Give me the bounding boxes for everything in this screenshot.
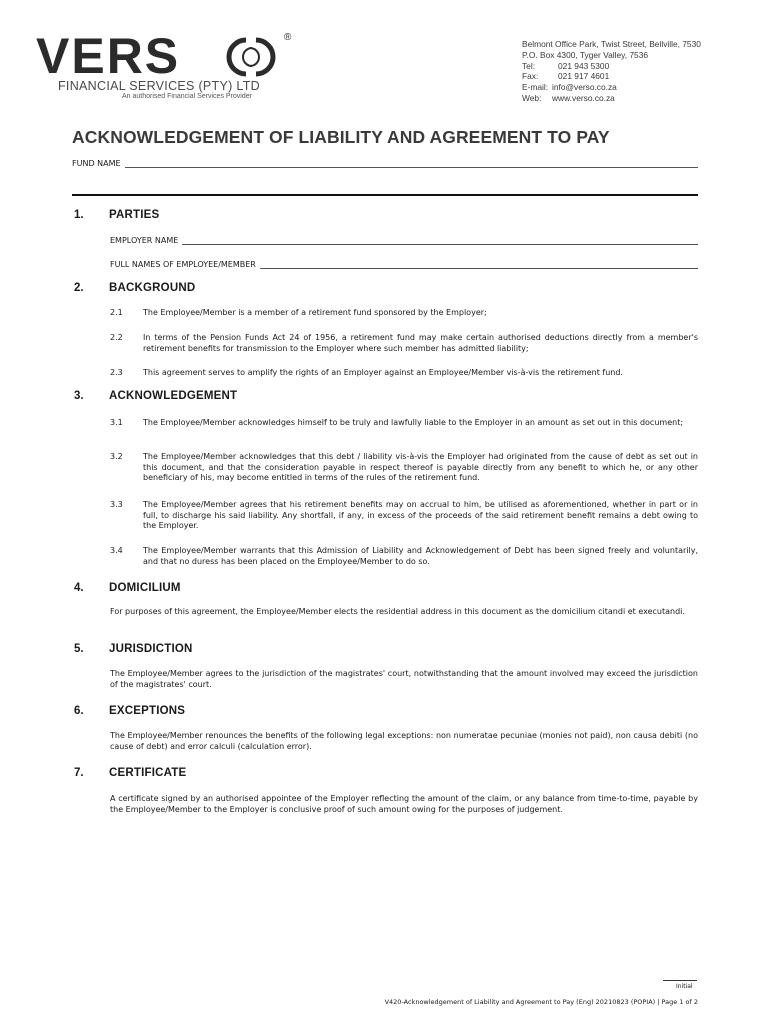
employer-name-label: EMPLOYER NAME [110, 236, 179, 245]
section-heading-certificate: CERTIFICATE [109, 767, 187, 779]
logo-tagline: An authorised Financial Services Provider [122, 93, 252, 100]
section-text: The Employee/Member renounces the benefits of the following legal exceptions: non numeratae pecuniae (monies not paid), non causa debiti (no cause of debt) and error calculi (calculation error). [110, 731, 698, 751]
member-name-label: FULL NAMES OF EMPLOYEE/MEMBER [110, 260, 256, 269]
clause-text: The Employee/Member warrants that this Admission of Liability and Acknowledgement of Debt has been signed freely and voluntarily, and that no duress has been placed on the Employee/Member to do so. [143, 546, 698, 566]
clause-number: 3.3 [110, 500, 123, 509]
clause-text: In terms of the Pension Funds Act 24 of 1956, a retirement fund may make certain authorised deductions directly from a member's retirement benefits for transmission to the Employer where such member has admitted liability; [143, 333, 698, 353]
document-title: ACKNOWLEDGEMENT OF LIABILITY AND AGREEMENT TO PAY [72, 127, 610, 147]
initial-label: Initial [676, 983, 693, 990]
section-heading-jurisdiction: JURISDICTION [109, 643, 193, 655]
clause-number: 2.2 [110, 333, 123, 342]
contact-block [522, 39, 701, 104]
clause-text: This agreement serves to amplify the rights of an Employer against an Employee/Member vis-à-vis the retirement fund. [143, 368, 623, 377]
section-heading-exceptions: EXCEPTIONS [109, 705, 186, 717]
section-number: 3. [74, 390, 84, 402]
section-heading-domicilium: DOMICILIUM [109, 582, 181, 594]
clause-number: 3.2 [110, 452, 123, 461]
section-heading-parties: PARTIES [109, 209, 160, 221]
fax-value: 021 917 4601 [558, 71, 610, 82]
fund-name-label: FUND NAME [72, 159, 121, 168]
fax-label: Fax: [522, 71, 539, 82]
section-number: 4. [74, 582, 84, 594]
logo-wordmark: VERS [36, 28, 181, 84]
fax-row [522, 71, 701, 82]
letterhead [0, 0, 770, 110]
email-value[interactable]: info@verso.co.za [552, 82, 617, 93]
section-number: 6. [74, 705, 84, 717]
member-name-blank[interactable] [260, 261, 698, 269]
clause-number: 2.1 [110, 308, 123, 317]
initial-signature-line[interactable] [663, 980, 697, 981]
header-divider [72, 194, 698, 196]
employer-name-field[interactable] [110, 236, 698, 245]
clause-text: The Employee/Member is a member of a retirement fund sponsored by the Employer; [143, 308, 487, 317]
email-label: E-mail: [522, 82, 549, 93]
section-number: 1. [74, 209, 84, 221]
email-row [522, 82, 701, 93]
web-row [522, 93, 701, 104]
verso-logo [36, 30, 296, 104]
address-line-1: Belmont Office Park, Twist Street, Bellville, 7530 [522, 39, 701, 49]
registered-mark: ® [284, 32, 292, 43]
address-line-2: P.O. Box 4300, Tyger Valley, 7536 [522, 49, 649, 60]
tel-row [522, 61, 701, 72]
employer-name-blank[interactable] [182, 237, 698, 245]
clause-text: The Employee/Member agrees that his retirement benefits may on accrual to him, be utilised as aforementioned, whether in part or in full, to discharge his said liability. Any shortfall, if any, in excess of the proceeds of the said retirement benefit remains a debt owing to the Employer. [143, 500, 698, 531]
clause-number: 3.4 [110, 546, 123, 555]
section-heading-background: BACKGROUND [109, 282, 196, 294]
section-heading-acknowledgement: ACKNOWLEDGEMENT [109, 390, 238, 402]
section-number: 7. [74, 767, 84, 779]
clause-text: The Employee/Member acknowledges himself to be truly and lawfully liable to the Employer in an amount as set out in this document; [143, 418, 684, 427]
section-text: A certificate signed by an authorised appointee of the Employer reflecting the amount of the claim, or any balance from time-to-time, payable by the Employee/Member to the Employer is conclusive proof of such amount owing for the purposes of judgement. [110, 794, 698, 814]
web-label: Web: [522, 92, 542, 103]
fund-name-blank[interactable] [125, 160, 698, 168]
web-value[interactable]: www.verso.co.za [552, 92, 615, 103]
section-text: For purposes of this agreement, the Employee/Member elects the residential address in this document as the domicilium citandi et executandi. [110, 607, 685, 616]
tel-label: Tel: [522, 60, 536, 71]
tel-value: 021 943 5300 [558, 60, 610, 71]
logo-subtitle: FINANCIAL SERVICES (PTY) LTD [58, 79, 260, 93]
clause-number: 2.3 [110, 368, 123, 377]
section-number: 5. [74, 643, 84, 655]
logo-o-icon [224, 36, 278, 78]
section-number: 2. [74, 282, 84, 294]
section-text: The Employee/Member agrees to the jurisdiction of the magistrates' court, notwithstanding that the amount involved may exceed the jurisdiction of the magistrates' court. [110, 669, 698, 689]
fund-name-field[interactable] [72, 159, 698, 168]
clause-text: The Employee/Member acknowledges that this debt / liability vis-à-vis the Employer had originated from the cause of debt as set out in this document, and that the consideration payable in respect thereof is payable directly from any benefit to which he, or any other beneficiary of his, may become entitled in terms of the rules of the retirement fund. [143, 452, 698, 483]
member-name-field[interactable] [110, 260, 698, 269]
footer-reference: V420-Acknowledgement of Liability and Agreement to Pay (Eng) 20210823 (POPIA) | Page 1 of 2 [384, 998, 698, 1006]
clause-number: 3.1 [110, 418, 123, 427]
